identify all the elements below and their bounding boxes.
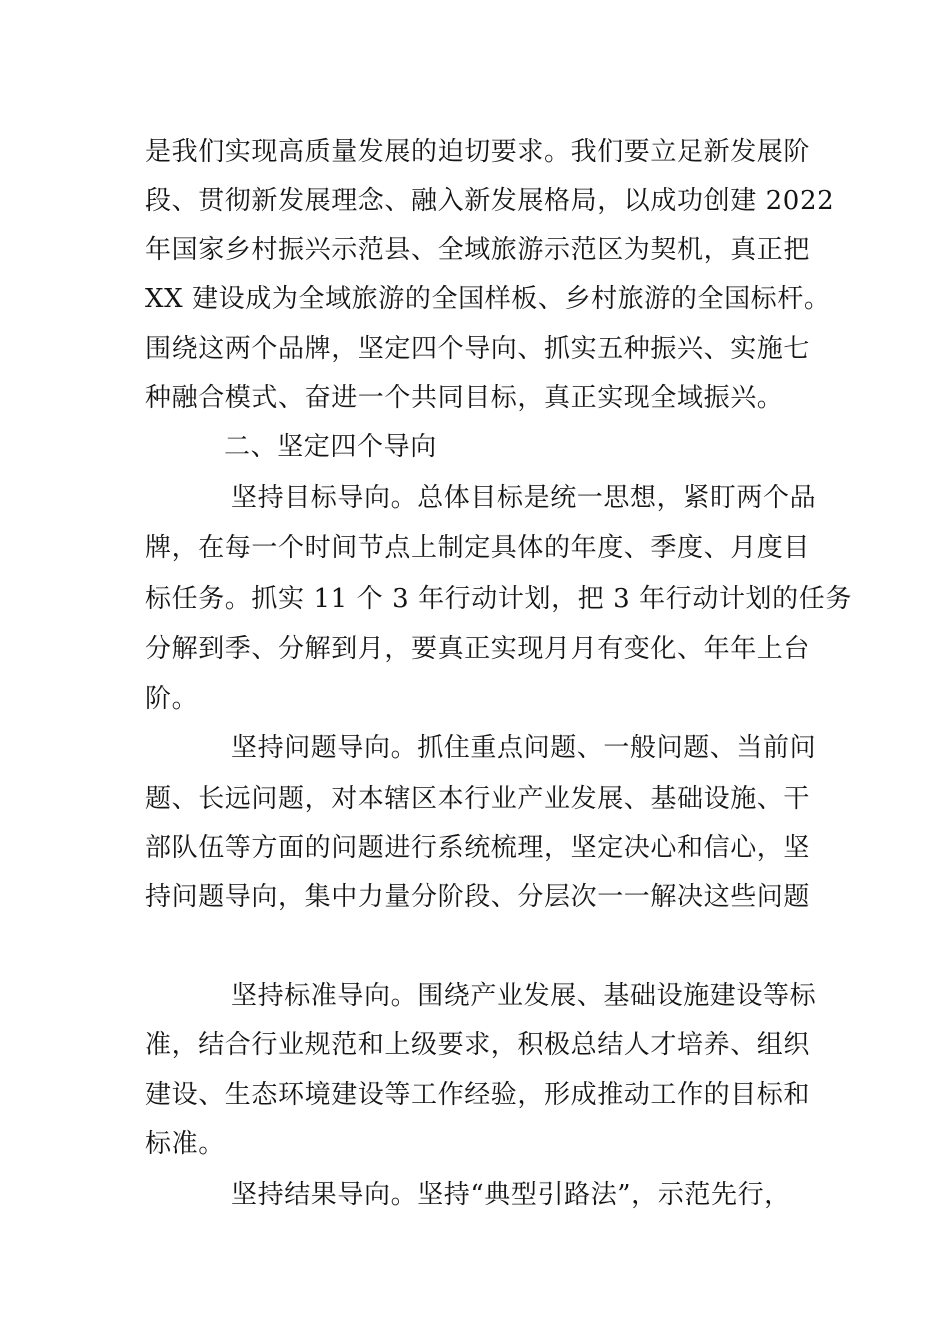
text-line: 题、长远问题，对本辖区本行业产业发展、基础设施、干: [145, 784, 811, 814]
text-line: 标任务。抓实 11 个 3 年行动计划，把 3 年行动计划的任务: [145, 584, 852, 614]
paragraph-first-line: 坚持结果导向。坚持“典型引路法”，示范先行，: [231, 1180, 791, 1210]
text-line: 段、贯彻新发展理念、融入新发展格局，以成功创建 2022: [145, 186, 835, 216]
text-line: 阶。: [145, 684, 199, 714]
paragraph-first-line: 坚持目标导向。总体目标是统一思想，紧盯两个品: [231, 483, 817, 513]
text-line: 准，结合行业规范和上级要求，积极总结人才培养、组织: [145, 1030, 811, 1060]
text-line: 年国家乡村振兴示范县、全域旅游示范区为契机，真正把: [145, 235, 811, 265]
section-heading: 二、坚定四个导向: [224, 432, 437, 462]
text-line: 是我们实现高质量发展的迫切要求。我们要立足新发展阶: [145, 137, 811, 167]
text-line: 建设、生态环境建设等工作经验，形成推动工作的目标和: [145, 1080, 811, 1110]
text-line: 分解到季、分解到月，要真正实现月月有变化、年年上台: [145, 634, 811, 664]
text-line: 部队伍等方面的问题进行系统梳理，坚定决心和信心，坚: [145, 833, 811, 863]
text-line: 种融合模式、奋进一个共同目标，真正实现全域振兴。: [145, 383, 784, 413]
paragraph-first-line: 坚持标准导向。围绕产业发展、基础设施建设等标: [231, 981, 817, 1011]
text-line: 围绕这两个品牌，坚定四个导向、抓实五种振兴、实施七: [145, 334, 811, 364]
text-line: 标准。: [145, 1129, 225, 1159]
text-line: XX 建设成为全域旅游的全国样板、乡村旅游的全国标杆。: [145, 284, 831, 314]
paragraph-first-line: 坚持问题导向。抓住重点问题、一般问题、当前问: [231, 733, 817, 763]
text-line: 牌，在每一个时间节点上制定具体的年度、季度、月度目: [145, 533, 811, 563]
text-line: 持问题导向，集中力量分阶段、分层次一一解决这些问题: [145, 882, 811, 912]
